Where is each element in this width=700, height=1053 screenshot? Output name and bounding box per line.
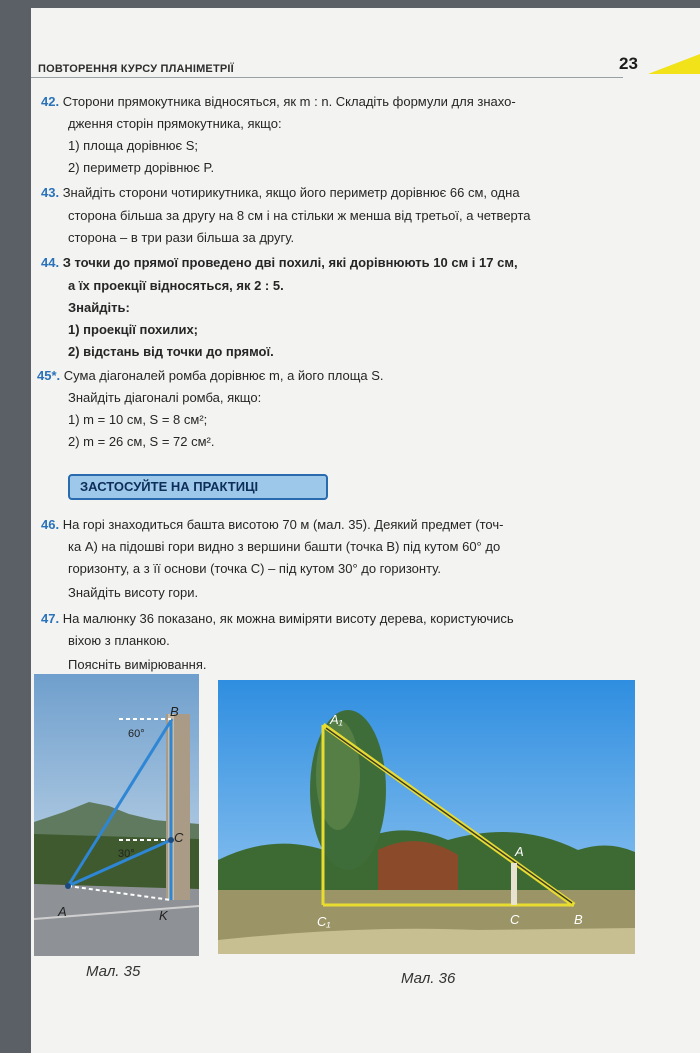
section-badge: ЗАСТОСУЙТЕ НА ПРАКТИЦІ: [68, 474, 328, 500]
problem-42-line4: 2) периметр дорівнює P.: [68, 160, 215, 175]
problem-47-line2: віхою з планкою.: [68, 633, 170, 648]
problem-44-line2: а їх проекції відносяться, як 2 : 5.: [68, 278, 284, 293]
problem-45-line4: 2) m = 26 см, S = 72 см².: [68, 434, 215, 449]
problem-44-line1: [41, 252, 518, 274]
problem-44-line5: 2) відстань від точки до прямої.: [68, 344, 274, 359]
yellow-corner-tab: [648, 54, 700, 74]
fig35-angle-30: 30°: [118, 848, 135, 860]
problem-47-line3: Поясніть вимірювання.: [68, 657, 207, 672]
fig35-label-B: B: [170, 704, 179, 719]
problem-47-number: 47.: [41, 611, 60, 626]
problem-47-text-1: На малюнку 36 показано, як можна виміряти висоту дерева, користуючись: [62, 611, 514, 626]
fig36-label-A: A: [515, 844, 524, 859]
fig35-point-A: [65, 883, 71, 889]
textbook-page: [31, 8, 700, 1053]
fig36-label-A1: A₁: [330, 712, 343, 727]
problem-43-text-1: Знайдіть сторони чотирикутника, якщо його периметр дорівнює 66 см, одна: [62, 185, 520, 200]
problem-43-line1: [41, 182, 520, 204]
problem-46-line1: [41, 514, 503, 536]
page-number: 23: [619, 54, 638, 73]
fig35-angle-60: 60°: [128, 728, 145, 740]
figure-35-svg: [34, 674, 199, 956]
problem-45-line2: Знайдіть діагоналі ромба, якщо:: [68, 390, 262, 405]
problem-46-number: 46.: [41, 517, 60, 532]
problem-46-line4: Знайдіть висоту гори.: [68, 585, 199, 600]
running-title: ПОВТОРЕННЯ КУРСУ ПЛАНІМЕТРІЇ: [38, 63, 234, 75]
problem-45-line1: [37, 365, 384, 387]
problem-43-line2: сторона більша за другу на 8 см і на стільки ж менша від третьої, а четверта: [68, 208, 531, 223]
problem-44-text-1: З точки до прямої проведено дві похилі, які дорівнюють 10 см і 17 см,: [62, 255, 518, 270]
problem-46-line2: ка A) на підошві гори видно з вершини башти (точка B) під кутом 60° до: [68, 539, 501, 554]
problem-46-line3: горизонту, а з її основи (точка C) – під кутом 30° до горизонту.: [68, 561, 441, 576]
problem-45-line3: 1) m = 10 см, S = 8 см²;: [68, 412, 208, 427]
fig36-label-C1: C₁: [317, 914, 331, 929]
fig36-pole: [511, 863, 517, 905]
problem-45-number: 45*.: [37, 368, 61, 383]
problem-46-text-1: На горі знаходиться башта висотою 70 м (мал. 35). Деякий предмет (точ-: [62, 517, 504, 532]
problem-47-line1: [41, 608, 514, 630]
problem-42-line1: [41, 91, 516, 113]
figure-35-caption: Мал. 35: [86, 963, 141, 980]
problem-42-text-1: Сторони прямокутника відносяться, як m : n. Складіть формули для знахо-: [62, 94, 516, 109]
problem-44-line3: Знайдіть:: [68, 300, 130, 315]
fig35-label-A: A: [58, 904, 67, 919]
fig36-label-B: B: [574, 912, 583, 927]
problem-43-number: 43.: [41, 185, 60, 200]
fig36-label-C: C: [510, 912, 520, 927]
problem-45-text-1: Сума діагоналей ромба дорівнює m, а його площа S.: [63, 368, 384, 383]
problem-42-number: 42.: [41, 94, 60, 109]
fig35-label-K: K: [159, 908, 168, 923]
fig35-label-C: C: [174, 830, 184, 845]
problem-44-line4: 1) проекції похилих;: [68, 322, 199, 337]
problem-44-number: 44.: [41, 255, 60, 270]
problem-42-line2: дження сторін прямокутника, якщо:: [68, 116, 282, 131]
page-header: [31, 8, 700, 78]
header-rule: [31, 77, 623, 78]
problem-42-line3: 1) площа дорівнює S;: [68, 138, 199, 153]
figure-36-photo: [218, 680, 635, 954]
figure-36-caption: Мал. 36: [401, 970, 456, 987]
figure-35-photo: [34, 674, 199, 956]
problem-43-line3: сторона – в три рази більша за другу.: [68, 230, 295, 245]
figure-36-svg: [218, 680, 635, 954]
